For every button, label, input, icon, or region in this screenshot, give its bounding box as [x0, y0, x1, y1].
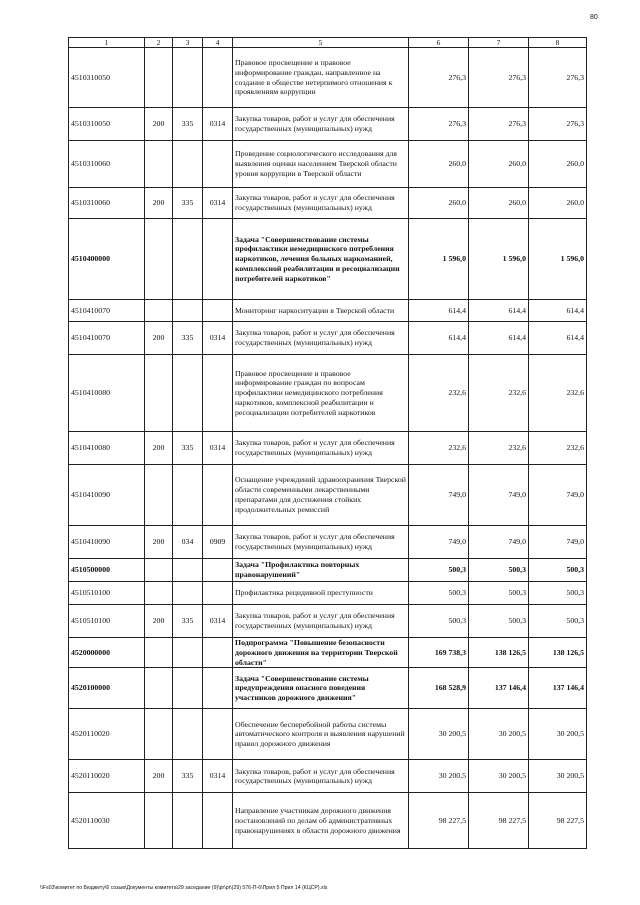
table-row — [69, 141, 587, 188]
table-row — [69, 355, 587, 432]
row-col3 — [173, 709, 203, 760]
row-value-col6: 500,3 — [409, 605, 469, 638]
row-value-col6: 500,3 — [409, 559, 469, 582]
row-value-col8: 138 126,5 — [529, 638, 587, 668]
row-col4 — [203, 709, 233, 760]
row-description: Закупка товаров, работ и услуг для обеспечения государственных (муниципальных) нужд — [233, 108, 409, 141]
row-col2: 200 — [145, 605, 173, 638]
row-col2 — [145, 793, 173, 849]
row-description: Подпрограмма "Повышение безопасности дорожного движения на территории Тверской области" — [233, 638, 409, 668]
row-col2 — [145, 709, 173, 760]
row-col3 — [173, 355, 203, 432]
row-col4 — [203, 355, 233, 432]
table-row — [69, 48, 587, 108]
row-value-col6: 749,0 — [409, 465, 469, 526]
table-row — [69, 559, 587, 582]
row-value-col6: 614,4 — [409, 322, 469, 355]
row-col2 — [145, 668, 173, 709]
row-col3 — [173, 559, 203, 582]
row-code: 4520110030 — [69, 793, 145, 849]
table-row — [69, 188, 587, 219]
header-cell: 3 — [173, 38, 203, 48]
row-code: 4510410080 — [69, 355, 145, 432]
row-col4 — [203, 638, 233, 668]
row-description: Правовое просвещение и правовое информирование граждан, направленное на создание в обществе нетерпимого отношения к проявлениям коррупции — [233, 48, 409, 108]
table-row — [69, 300, 587, 322]
row-value-col6: 169 738,3 — [409, 638, 469, 668]
row-col4 — [203, 668, 233, 709]
table-row — [69, 605, 587, 638]
row-value-col7: 749,0 — [469, 465, 529, 526]
row-value-col7: 276,3 — [469, 108, 529, 141]
table-row — [69, 219, 587, 300]
row-value-col8: 500,3 — [529, 582, 587, 605]
row-value-col6: 260,0 — [409, 188, 469, 219]
row-value-col7: 260,0 — [469, 188, 529, 219]
row-description: Оснащение учреждений здравоохранения Тверской области современными лекарственными препаратами для достижения стойких продолжительных ремиссий — [233, 465, 409, 526]
row-value-col7: 614,4 — [469, 322, 529, 355]
row-code: 4520100000 — [69, 668, 145, 709]
row-value-col8: 232,6 — [529, 355, 587, 432]
table-row — [69, 668, 587, 709]
page-number: 80 — [590, 14, 598, 21]
row-description: Мониторинг наркоситуации в Тверской области — [233, 300, 409, 322]
row-description: Правовое просвещение и правовое информирование граждан по вопросам профилактики немедицинского потребления наркотиков, комплексной реабилитации и ресоциализации потребителей наркотиков — [233, 355, 409, 432]
row-value-col6: 614,4 — [409, 300, 469, 322]
row-value-col6: 260,0 — [409, 141, 469, 188]
row-value-col8: 232,6 — [529, 432, 587, 465]
row-col3 — [173, 141, 203, 188]
header-cell: 2 — [145, 38, 173, 48]
row-col3: 335 — [173, 188, 203, 219]
row-value-col6: 1 596,0 — [409, 219, 469, 300]
table-row — [69, 465, 587, 526]
row-description: Закупка товаров, работ и услуг для обеспечения государственных (муниципальных) нужд — [233, 526, 409, 559]
table-row — [69, 793, 587, 849]
row-value-col7: 232,6 — [469, 432, 529, 465]
row-value-col8: 30 200,5 — [529, 709, 587, 760]
table-row — [69, 526, 587, 559]
table-row — [69, 638, 587, 668]
row-description: Задача "Профилактика повторных правонарушений" — [233, 559, 409, 582]
header-cell: 7 — [469, 38, 529, 48]
row-code: 4510410090 — [69, 465, 145, 526]
row-col2 — [145, 219, 173, 300]
header-cell: 6 — [409, 38, 469, 48]
table-row — [69, 322, 587, 355]
row-description: Закупка товаров, работ и услуг для обеспечения государственных (муниципальных) нужд — [233, 188, 409, 219]
row-code: 4510410090 — [69, 526, 145, 559]
row-value-col6: 276,3 — [409, 48, 469, 108]
row-description: Профилактика рецидивной преступности — [233, 582, 409, 605]
row-value-col6: 500,3 — [409, 582, 469, 605]
row-col3 — [173, 48, 203, 108]
row-col3 — [173, 582, 203, 605]
row-value-col8: 1 596,0 — [529, 219, 587, 300]
row-value-col7: 614,4 — [469, 300, 529, 322]
row-value-col6: 276,3 — [409, 108, 469, 141]
row-value-col8: 614,4 — [529, 300, 587, 322]
table-row — [69, 108, 587, 141]
row-value-col6: 98 227,5 — [409, 793, 469, 849]
row-value-col8: 614,4 — [529, 322, 587, 355]
row-description: Задача "Совершенствование системы предупреждения опасного поведения участников дорожного движения" — [233, 668, 409, 709]
table-row — [69, 760, 587, 793]
row-col2 — [145, 300, 173, 322]
row-value-col7: 260,0 — [469, 141, 529, 188]
row-description: Обеспечение бесперебойной работы системы автоматического контроля и выявления нарушений правил дорожного движения — [233, 709, 409, 760]
header-cell: 1 — [69, 38, 145, 48]
row-code: 4510410080 — [69, 432, 145, 465]
row-value-col8: 749,0 — [529, 526, 587, 559]
row-col4: 0314 — [203, 108, 233, 141]
row-value-col6: 30 200,5 — [409, 709, 469, 760]
row-value-col7: 138 126,5 — [469, 638, 529, 668]
row-value-col7: 137 146,4 — [469, 668, 529, 709]
row-col2: 200 — [145, 108, 173, 141]
row-value-col7: 30 200,5 — [469, 760, 529, 793]
row-value-col7: 232,6 — [469, 355, 529, 432]
row-description: Закупка товаров, работ и услуг для обеспечения государственных (муниципальных) нужд — [233, 432, 409, 465]
row-col2 — [145, 582, 173, 605]
row-col2 — [145, 355, 173, 432]
row-value-col7: 98 227,5 — [469, 793, 529, 849]
row-description: Направление участникам дорожного движения постановлений по делам об административных правонарушениях в области дорожного движения — [233, 793, 409, 849]
row-code: 4510400000 — [69, 219, 145, 300]
row-code: 4510510100 — [69, 605, 145, 638]
row-col4: 0314 — [203, 322, 233, 355]
row-col3: 335 — [173, 605, 203, 638]
row-col4: 0314 — [203, 760, 233, 793]
row-col2: 200 — [145, 760, 173, 793]
table-header-row — [69, 38, 587, 48]
row-col4: 0909 — [203, 526, 233, 559]
row-value-col7: 500,3 — [469, 582, 529, 605]
row-col4 — [203, 141, 233, 188]
row-value-col8: 30 200,5 — [529, 760, 587, 793]
row-col2 — [145, 465, 173, 526]
row-value-col7: 1 596,0 — [469, 219, 529, 300]
row-col2 — [145, 48, 173, 108]
row-value-col7: 500,3 — [469, 605, 529, 638]
row-value-col8: 260,0 — [529, 141, 587, 188]
header-cell: 5 — [233, 38, 409, 48]
table-body — [69, 38, 587, 849]
row-value-col6: 749,0 — [409, 526, 469, 559]
row-code: 4510310060 — [69, 141, 145, 188]
row-value-col8: 500,3 — [529, 605, 587, 638]
row-col4 — [203, 48, 233, 108]
row-description: Закупка товаров, работ и услуг для обеспечения государственных (муниципальных) нужд — [233, 322, 409, 355]
row-description: Проведение социологического исследования для выявления оценки населением Тверской области уровня коррупции в Тверской области — [233, 141, 409, 188]
row-col2: 200 — [145, 188, 173, 219]
row-col2 — [145, 141, 173, 188]
row-col3 — [173, 668, 203, 709]
row-col2: 200 — [145, 526, 173, 559]
row-value-col6: 232,6 — [409, 432, 469, 465]
row-col3 — [173, 465, 203, 526]
row-col3: 335 — [173, 108, 203, 141]
row-value-col7: 30 200,5 — [469, 709, 529, 760]
row-col4: 0314 — [203, 432, 233, 465]
row-value-col8: 276,3 — [529, 48, 587, 108]
row-col2 — [145, 559, 173, 582]
header-cell: 8 — [529, 38, 587, 48]
row-value-col8: 749,0 — [529, 465, 587, 526]
row-value-col8: 276,3 — [529, 108, 587, 141]
row-value-col7: 276,3 — [469, 48, 529, 108]
row-col4 — [203, 582, 233, 605]
row-col4 — [203, 793, 233, 849]
row-code: 4510410070 — [69, 322, 145, 355]
row-col4 — [203, 465, 233, 526]
row-code: 4520110020 — [69, 709, 145, 760]
row-value-col6: 168 528,9 — [409, 668, 469, 709]
row-value-col6: 232,6 — [409, 355, 469, 432]
budget-table — [68, 37, 587, 849]
row-col2: 200 — [145, 322, 173, 355]
row-code: 4510500000 — [69, 559, 145, 582]
row-description: Задача "Совершенствование системы профилактики немедицинского потребления наркотиков, лечения больных наркоманией, комплексной реабилитации и ресоциализации потребителей наркотиков" — [233, 219, 409, 300]
table-row — [69, 582, 587, 605]
row-col3: 335 — [173, 322, 203, 355]
row-value-col8: 500,3 — [529, 559, 587, 582]
row-value-col8: 137 146,4 — [529, 668, 587, 709]
row-col3 — [173, 638, 203, 668]
file-path-footer: \\Fs03\комитет по Бюджету\6 созыв\Документы комитета\29 заседание (9)\pr\pr\(29) 576-П-6\Прил 5 Прил 14 (КЦСР).xls — [40, 885, 328, 891]
row-col3: 335 — [173, 432, 203, 465]
row-code: 4510310050 — [69, 108, 145, 141]
row-col2 — [145, 638, 173, 668]
row-value-col8: 98 227,5 — [529, 793, 587, 849]
row-col4 — [203, 219, 233, 300]
row-col3 — [173, 300, 203, 322]
row-value-col7: 749,0 — [469, 526, 529, 559]
row-description: Закупка товаров, работ и услуг для обеспечения государственных (муниципальных) нужд — [233, 605, 409, 638]
header-cell: 4 — [203, 38, 233, 48]
row-col2: 200 — [145, 432, 173, 465]
row-col4: 0314 — [203, 188, 233, 219]
row-code: 4510310050 — [69, 48, 145, 108]
row-col4 — [203, 300, 233, 322]
row-col3 — [173, 793, 203, 849]
row-value-col6: 30 200,5 — [409, 760, 469, 793]
table-row — [69, 709, 587, 760]
row-code: 4510410070 — [69, 300, 145, 322]
row-col3: 335 — [173, 760, 203, 793]
row-col4 — [203, 559, 233, 582]
table-row — [69, 432, 587, 465]
row-code: 4520000000 — [69, 638, 145, 668]
row-col4: 0314 — [203, 605, 233, 638]
row-description: Закупка товаров, работ и услуг для обеспечения государственных (муниципальных) нужд — [233, 760, 409, 793]
row-col3 — [173, 219, 203, 300]
row-value-col7: 500,3 — [469, 559, 529, 582]
row-col3: 034 — [173, 526, 203, 559]
row-value-col8: 260,0 — [529, 188, 587, 219]
row-code: 4510310060 — [69, 188, 145, 219]
row-code: 4520110020 — [69, 760, 145, 793]
row-code: 4510510100 — [69, 582, 145, 605]
